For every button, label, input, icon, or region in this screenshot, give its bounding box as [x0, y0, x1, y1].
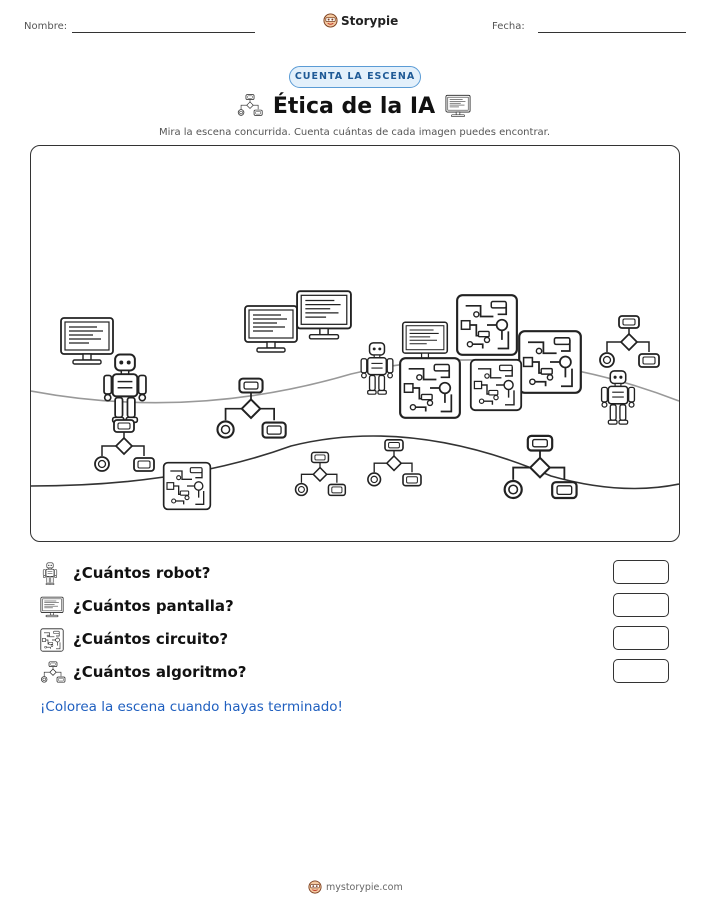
circuit-icon: [471, 360, 521, 410]
date-line[interactable]: [538, 32, 686, 33]
answer-box-algorithm[interactable]: [613, 659, 669, 683]
algorithm-icon: [237, 93, 263, 119]
algorithm-icon: [505, 436, 577, 498]
scene-illustration: [31, 146, 679, 541]
instructions: Mira la escena concurrida. Cuenta cuántas de cada imagen puedes encontrar.: [158, 127, 551, 138]
robot-icon: [40, 562, 60, 586]
screen-icon: [61, 318, 113, 364]
page-title: Ética de la IA: [272, 93, 436, 119]
storypie-logo-icon: [308, 880, 322, 894]
circuit-icon: [457, 295, 517, 355]
algorithm-icon: [95, 420, 154, 471]
footer: [308, 880, 403, 894]
answer-box-circuit[interactable]: [613, 626, 669, 650]
name-label: Nombre:: [24, 21, 68, 32]
footer-url[interactable]: mystorypie.com: [326, 881, 403, 893]
screen-icon: [403, 322, 448, 361]
screen-icon: [445, 94, 471, 118]
answer-box-screen[interactable]: [613, 593, 669, 617]
brand-name: Storypie: [341, 13, 399, 28]
title-row: [229, 89, 479, 123]
circuit-icon: [40, 628, 64, 652]
question-row: [40, 593, 672, 626]
question-label: ¿Cuántos algoritmo?: [73, 663, 247, 681]
question-label: ¿Cuántos pantalla?: [73, 597, 234, 615]
color-instruction: ¡Colorea la escena cuando hayas terminado!: [40, 699, 343, 715]
activity-badge: CUENTA LA ESCENA: [289, 66, 421, 88]
answer-box-robot[interactable]: [613, 560, 669, 584]
robot-icon: [104, 354, 146, 422]
algorithm-icon: [217, 379, 285, 438]
question-label: ¿Cuántos circuito?: [73, 630, 229, 648]
question-row: [40, 626, 672, 659]
circuit-icon: [519, 331, 581, 393]
screen-icon: [245, 306, 297, 352]
robot-icon: [602, 371, 635, 424]
scene-frame: [30, 145, 680, 542]
question-row: [40, 560, 672, 593]
algorithm-icon: [368, 440, 421, 486]
robot-icon: [361, 343, 393, 394]
algorithm-icon: [40, 661, 66, 685]
storypie-logo-icon: [323, 13, 338, 28]
circuit-icon: [164, 463, 211, 510]
algorithm-icon: [296, 452, 346, 495]
brand-header: [323, 13, 398, 28]
algorithm-icon: [600, 316, 659, 367]
question-label: ¿Cuántos robot?: [73, 564, 211, 582]
questions-list: [40, 560, 672, 692]
circuit-icon: [400, 358, 460, 418]
date-label: Fecha:: [492, 21, 525, 32]
screen-icon: [40, 596, 64, 618]
name-line[interactable]: [72, 32, 255, 33]
question-row: [40, 659, 672, 692]
screen-icon: [297, 291, 351, 339]
